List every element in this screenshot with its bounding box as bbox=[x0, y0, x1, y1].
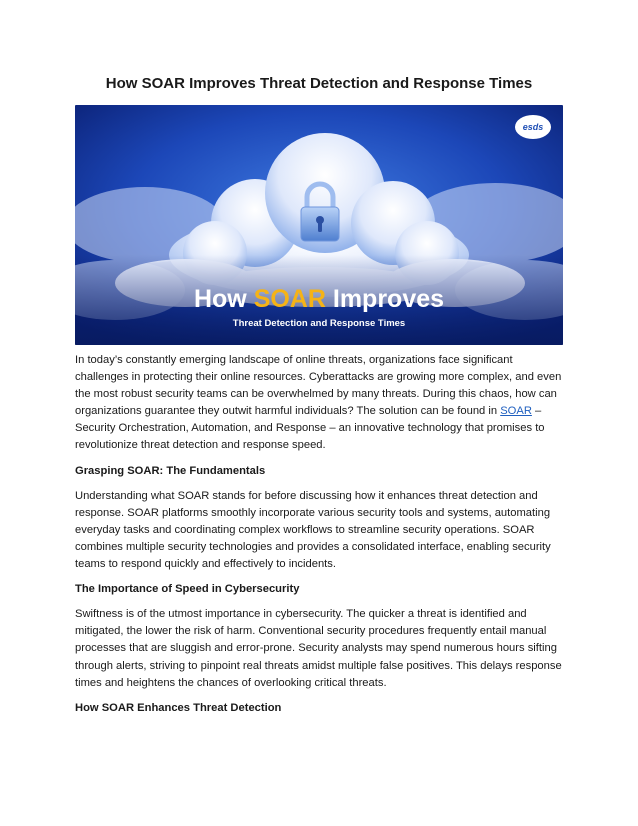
page-title: How SOAR Improves Threat Detection and Response Times bbox=[105, 75, 533, 92]
esds-logo bbox=[515, 115, 551, 139]
headline-highlight: SOAR bbox=[253, 285, 326, 313]
intro-text-end: – Security Orchestration, Automation, and Response – an innovative technology that promises to revolutionize threat detection and response speed. bbox=[75, 405, 545, 452]
headline-suffix: Improves bbox=[325, 285, 445, 313]
banner-headline bbox=[194, 285, 444, 313]
section-body-speed: Swiftness is of the utmost importance in cybersecurity. The quicker a threat is identified and mitigated, the lower the risk of harm. Conventional security procedures frequently entail manual processes that are sluggish and error-prone. Security analysts may spend numerous hours sifting through alerts, striving to pinpoint real threats amidst multiple false positives. This delays response times and heightens the chances of overlooking critical threats. bbox=[75, 608, 562, 689]
soar-link[interactable]: SOAR bbox=[500, 405, 532, 418]
intro-paragraph bbox=[75, 352, 565, 455]
section-heading-enhances: How SOAR Enhances Threat Detection bbox=[75, 701, 282, 714]
banner-image bbox=[75, 105, 563, 345]
article-body bbox=[75, 352, 565, 725]
logo-text: esds bbox=[522, 122, 544, 132]
headline-prefix: How bbox=[193, 285, 254, 313]
section-heading-fundamentals: Grasping SOAR: The Fundamentals bbox=[75, 464, 266, 477]
section-body-fundamentals: Understanding what SOAR stands for before discussing how it enhances threat detection and response. SOAR platforms smoothly incorporate various security tools and systems, automating everyday tasks and coordinating complex workflows to streamline security operations. SOAR combines multiple security technologies and provides a consolidated interface, enabling security teams to respond quickly and effectively to incidents. bbox=[75, 489, 551, 571]
banner-subheadline: Threat Detection and Response Times bbox=[232, 318, 406, 329]
intro-text: In today’s constantly emerging landscape of online threats, organizations face significant challenges in protecting their online resources. Cyberattacks are growing more complex, and even the most robust security teams can be overwhelmed by many threats. During this chaos, how can organizations guarantee they outwit harmful individuals? The solution can be found in bbox=[75, 354, 562, 418]
section-heading-speed: The Importance of Speed in Cybersecurity bbox=[75, 583, 300, 596]
